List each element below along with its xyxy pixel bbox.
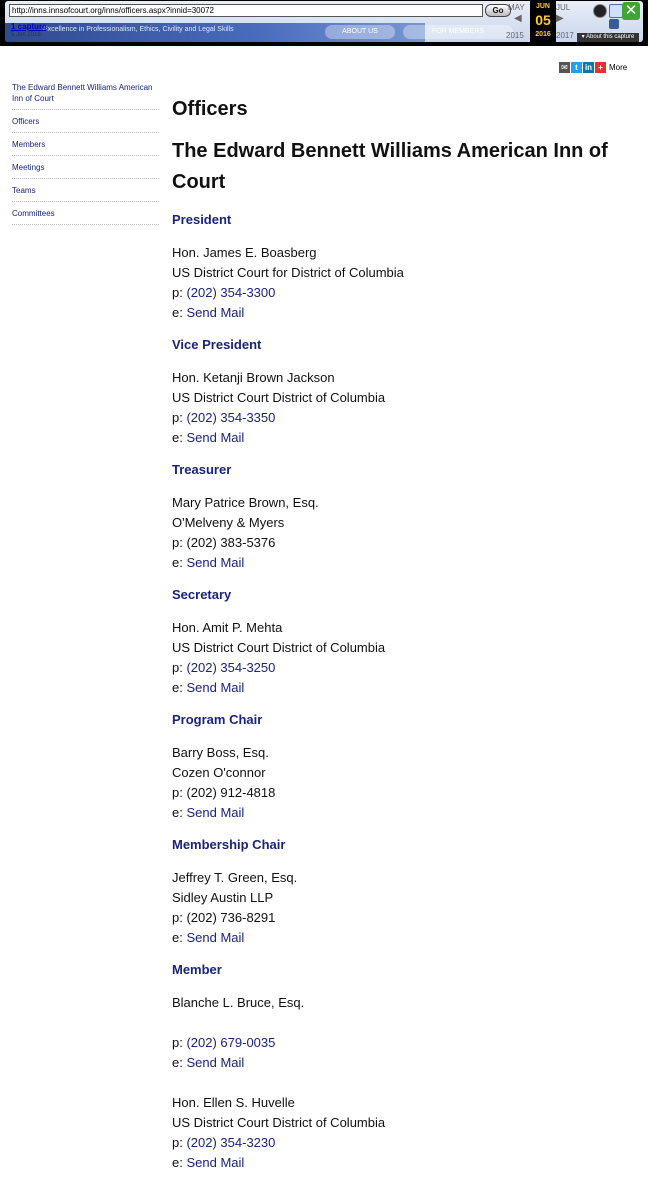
email-prefix: e: [172,1055,187,1070]
officer-entry [172,618,632,698]
member-name: Hon. Ellen S. Huvelle [172,1095,295,1110]
phone-prefix: p: [172,410,187,425]
member-email-line [172,1153,632,1173]
share-bar [559,59,627,71]
officer-phone-line [172,283,632,303]
sidebar-item-meetings[interactable]: Meetings [12,156,159,179]
officer-entry [172,868,632,948]
send-mail-link[interactable]: Send Mail [186,680,245,695]
wayback-current-year: 2016 [535,31,551,38]
officer-entry [172,493,632,573]
officer-email-line [172,928,632,948]
member-organization [172,1013,632,1033]
member-phone-line [172,1133,632,1153]
main-content [172,96,632,1173]
wayback-current-date [530,1,556,42]
wayback-current-month: JUN [535,3,550,10]
sidebar-item-officers[interactable]: Officers [12,110,159,133]
member-phone-line [172,1033,632,1053]
twitter-share-icon[interactable]: t [571,62,582,73]
role-heading-member: Member [172,962,222,977]
officer-phone-text: (202) 736-8291 [186,910,276,925]
phone-prefix: p: [172,660,187,675]
officer-phone-line [172,533,632,553]
role-heading-membership-chair: Membership Chair [172,837,286,852]
officer-email-line [172,303,632,323]
wayback-facebook-icon[interactable] [609,19,619,29]
wayback-prev-month[interactable]: MAY [508,3,525,12]
officer-name: Hon. James E. Boasberg [172,245,317,260]
more-share-icon[interactable]: + [595,62,606,73]
officer-email-line [172,803,632,823]
email-prefix: e: [172,680,187,695]
officer-entry [172,368,632,448]
wayback-help-icon[interactable] [609,4,623,18]
wayback-about-capture-button[interactable]: ▾ About this capture [577,33,639,42]
wayback-url-input[interactable]: http://inns.innsofcourt.org/inns/officers.aspx?innid=30072 [9,4,483,17]
phone-prefix: p: [172,285,187,300]
send-mail-link[interactable]: Send Mail [186,1055,245,1070]
role-heading-president: President [172,212,232,227]
officer-organization: O'Melveny & Myers [172,515,285,530]
officer-email-line [172,553,632,573]
wayback-toolbar [0,0,648,46]
page-title: Officers [172,98,248,120]
member-entry [172,993,632,1073]
member-name: Blanche L. Bruce, Esq. [172,995,305,1010]
email-prefix: e: [172,305,187,320]
officer-organization: US District Court District of Columbia [172,640,386,655]
inn-name-heading: The Edward Bennett Williams American Inn of Court [172,140,608,193]
sidebar-item-inn-home[interactable]: The Edward Bennett Williams American Inn of Court [12,82,159,110]
email-share-icon[interactable]: ✉ [559,62,570,73]
officer-name: Hon. Ketanji Brown Jackson [172,370,335,385]
wayback-next-month[interactable]: JUL [556,3,571,12]
send-mail-link[interactable]: Send Mail [186,305,245,320]
officer-organization: US District Court for District of Columbia [172,265,404,280]
wayback-captures-link[interactable]: 1 capture [11,22,47,31]
officer-phone-link[interactable]: (202) 354-3250 [186,660,276,675]
officer-phone-line [172,783,632,803]
email-prefix: e: [172,805,187,820]
wayback-next-arrow-icon[interactable]: ▶ [556,13,564,24]
wayback-prev-year[interactable]: 2015 [506,31,524,40]
email-prefix: e: [172,430,187,445]
phone-prefix: p: [172,1035,187,1050]
member-entry [172,1093,632,1173]
wayback-next-year[interactable]: 2017 [556,31,574,40]
officer-email-line [172,678,632,698]
wayback-toolbar-panel [5,1,643,42]
wayback-prev-arrow-icon[interactable]: ◀ [514,13,522,24]
member-email-line [172,1053,632,1073]
wayback-current-day: 05 [535,12,551,28]
site-tagline: Excellence in Professionalism, Ethics, Civility and Legal Skills [43,26,234,33]
officer-phone-line [172,658,632,678]
share-more-link[interactable]: More [609,63,628,73]
member-organization: US District Court District of Columbia [172,1115,386,1130]
send-mail-link[interactable]: Send Mail [186,555,245,570]
email-prefix: e: [172,1155,187,1170]
role-heading-program-chair: Program Chair [172,712,263,727]
officer-entry [172,243,632,323]
site-about-us-link[interactable]: ABOUT US [325,25,395,39]
officer-organization: US District Court District of Columbia [172,390,386,405]
member-phone-link[interactable]: (202) 679-0035 [186,1035,276,1050]
phone-prefix: p: [172,1135,187,1150]
send-mail-link[interactable]: Send Mail [186,1155,245,1170]
send-mail-link[interactable]: Send Mail [186,930,245,945]
officer-phone-link[interactable]: (202) 354-3300 [186,285,276,300]
officer-entry [172,743,632,823]
officer-phone-line [172,408,632,428]
role-heading-treasurer: Treasurer [172,462,232,477]
officer-organization: Sidley Austin LLP [172,890,274,905]
officer-phone-link[interactable]: (202) 354-3350 [186,410,276,425]
sidebar-nav [12,82,159,225]
wayback-go-button[interactable]: Go [485,4,511,17]
wayback-capture-date: 5 Jun 2016 [11,32,41,38]
email-prefix: e: [172,555,187,570]
officer-name: Jeffrey T. Green, Esq. [172,870,298,885]
phone-prefix: p: [172,785,187,800]
officer-phone-text: (202) 912-4818 [186,785,276,800]
role-heading-vice-president: Vice President [172,337,262,352]
phone-prefix: p: [172,910,187,925]
phone-prefix: p: [172,535,187,550]
sidebar-item-committees[interactable]: Committees [12,202,159,225]
wayback-close-icon[interactable]: ✕ [622,2,640,20]
officer-phone-text: (202) 383-5376 [186,535,276,550]
officer-phone-line [172,908,632,928]
officer-organization: Cozen O'connor [172,765,266,780]
send-mail-link[interactable]: Send Mail [186,430,245,445]
officer-email-line [172,428,632,448]
officer-name: Mary Patrice Brown, Esq. [172,495,319,510]
sidebar-item-teams[interactable]: Teams [12,179,159,202]
wayback-account-icon[interactable] [593,4,607,18]
sidebar-item-members[interactable]: Members [12,133,159,156]
linkedin-share-icon[interactable]: in [584,63,593,73]
member-phone-link[interactable]: (202) 354-3230 [186,1135,276,1150]
email-prefix: e: [172,930,187,945]
send-mail-link[interactable]: Send Mail [186,805,245,820]
site-for-members-link[interactable]: FOR MEMBERS [403,25,513,39]
officer-name: Barry Boss, Esq. [172,745,269,760]
officer-name: Hon. Amit P. Mehta [172,620,283,635]
role-heading-secretary: Secretary [172,587,232,602]
